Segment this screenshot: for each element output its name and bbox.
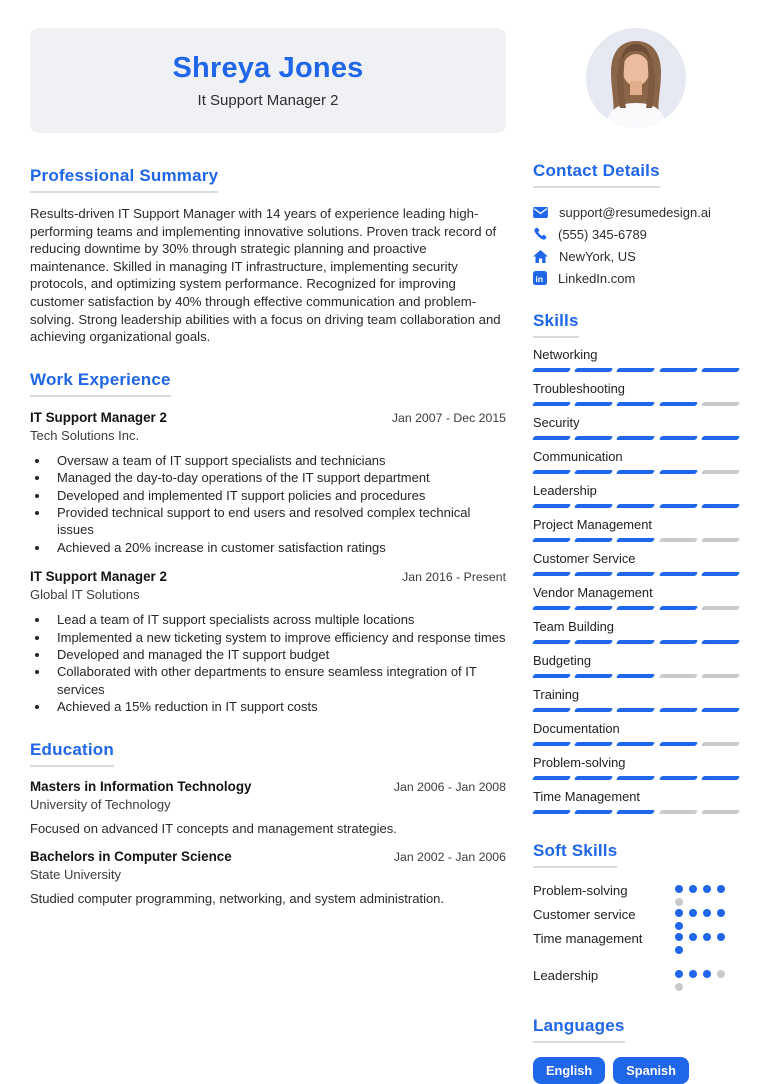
skill-bar-segment-filled — [574, 470, 614, 474]
rating-dot-filled — [703, 970, 711, 978]
skill-item — [533, 483, 739, 508]
skill-bar-segment-filled — [658, 708, 698, 712]
job-bullet: • Oversaw a team of IT support specialists and technicians — [50, 452, 506, 469]
skill-level-bar — [533, 572, 739, 576]
section-education — [30, 740, 506, 907]
job-company: Tech Solutions Inc. — [30, 427, 140, 443]
section-languages — [533, 1016, 739, 1084]
skill-bar-segment-filled — [616, 436, 656, 440]
skill-label: Vendor Management — [533, 585, 653, 600]
skill-bar-segment-empty — [701, 674, 741, 678]
job-bullet: • Managed the day-to-day operations of the IT support department — [50, 469, 506, 486]
linkedin-icon — [533, 271, 547, 285]
skill-bar-segment-empty — [701, 606, 741, 610]
skill-item — [533, 347, 739, 372]
skill-bar-segment-empty — [658, 674, 698, 678]
rating-dot-filled — [717, 909, 725, 917]
skill-label: Project Management — [533, 517, 652, 532]
skill-level-bar — [533, 708, 739, 712]
skill-bar-segment-filled — [616, 504, 656, 508]
job-bullet: • Achieved a 15% reduction in IT support costs — [50, 698, 506, 715]
rating-dot-filled — [703, 909, 711, 917]
skill-level-bar — [533, 402, 739, 406]
skill-bar-segment-filled — [574, 742, 614, 746]
soft-skill-label: Customer service — [533, 907, 636, 922]
skill-item — [533, 585, 739, 610]
skill-bar-segment-filled — [658, 436, 698, 440]
skill-bar-segment-empty — [701, 470, 741, 474]
education-dates: Jan 2006 - Jan 2008 — [393, 779, 506, 794]
header-banner — [30, 28, 506, 133]
skill-item — [533, 449, 739, 474]
language-pill-english[interactable]: English — [533, 1057, 605, 1084]
rating-dot-empty — [717, 970, 725, 978]
job-dates: Jan 2007 - Dec 2015 — [391, 410, 506, 425]
skill-item — [533, 551, 739, 576]
skill-bar-segment-filled — [574, 368, 614, 372]
soft-skill-label: Leadership — [533, 968, 599, 983]
skill-bar-segment-filled — [574, 402, 614, 406]
profile-photo-illustration — [586, 28, 686, 128]
contact-linkedin-text: LinkedIn.com — [558, 270, 636, 286]
contact-item-location[interactable] — [533, 245, 739, 267]
skill-item — [533, 653, 739, 678]
candidate-name: Shreya Jones — [172, 52, 364, 84]
contact-phone-text: (555) 345-6789 — [558, 226, 647, 242]
skill-bar-segment-filled — [574, 504, 614, 508]
degree-title: Masters in Information Technology — [30, 778, 252, 794]
education-note: Focused on advanced IT concepts and management strategies. — [30, 820, 397, 836]
skill-bar-segment-filled — [532, 504, 572, 508]
skill-bar-segment-filled — [658, 470, 698, 474]
skill-bar-segment-filled — [616, 470, 656, 474]
job-bullet: • Lead a team of IT support specialists across multiple locations — [50, 611, 506, 628]
section-heading-work: Work Experience — [30, 370, 171, 397]
job-title: IT Support Manager 2 — [30, 569, 167, 585]
skill-level-bar — [533, 674, 739, 678]
soft-skill-rating — [675, 930, 733, 954]
skill-bar-segment-filled — [658, 640, 698, 644]
sidebar-column — [533, 0, 739, 1084]
section-skills — [533, 311, 739, 814]
skill-label: Troubleshooting — [533, 381, 625, 396]
skill-bar-segment-filled — [574, 572, 614, 576]
skill-bar-segment-empty — [701, 742, 741, 746]
email-icon — [533, 207, 548, 218]
contact-item-phone[interactable] — [533, 223, 739, 245]
skill-item — [533, 755, 739, 780]
job-entry — [30, 410, 506, 556]
job-company: Global IT Solutions — [30, 587, 140, 603]
job-bullet: • Provided technical support to end users and resolved complex technical issues — [50, 504, 506, 539]
skill-bar-segment-filled — [701, 708, 741, 712]
skill-bar-segment-empty — [701, 810, 741, 814]
skill-bar-segment-filled — [616, 742, 656, 746]
skill-label: Training — [533, 687, 580, 702]
job-bullet: • Developed and managed the IT support budget — [50, 646, 506, 663]
svg-text:in: in — [535, 273, 544, 284]
rating-dot-filled — [703, 885, 711, 893]
job-header — [30, 569, 506, 584]
rating-dot-filled — [717, 885, 725, 893]
soft-skill-rating — [675, 906, 733, 930]
skill-level-bar — [533, 742, 739, 746]
candidate-role: It Support Manager 2 — [197, 92, 339, 109]
job-bullet-list — [30, 452, 506, 556]
skill-bar-segment-empty — [658, 810, 698, 814]
rating-dot-filled — [675, 885, 683, 893]
skills-list — [533, 347, 739, 814]
skill-bar-segment-filled — [532, 402, 572, 406]
soft-skill-item — [533, 930, 739, 954]
soft-skill-label: Problem-solving — [533, 883, 628, 898]
skill-bar-segment-filled — [574, 674, 614, 678]
skill-label: Communication — [533, 449, 623, 464]
home-icon — [533, 250, 548, 263]
phone-icon — [533, 227, 547, 241]
profile-photo — [586, 28, 686, 128]
skill-bar-segment-filled — [616, 776, 656, 780]
section-soft-skills — [533, 841, 739, 991]
rating-dot-filled — [675, 946, 683, 954]
skill-item — [533, 415, 739, 440]
skill-item — [533, 619, 739, 644]
skill-bar-segment-filled — [532, 572, 572, 576]
skill-bar-segment-filled — [574, 708, 614, 712]
skill-level-bar — [533, 368, 739, 372]
skill-item — [533, 687, 739, 712]
skill-bar-segment-filled — [658, 572, 698, 576]
job-bullet: • Implemented a new ticketing system to improve efficiency and response times — [50, 629, 506, 646]
rating-dot-filled — [675, 909, 683, 917]
skill-level-bar — [533, 640, 739, 644]
summary-text: Results-driven IT Support Manager with 14 years of experience leading high-performing teams and implementing innovative solutions. Proven track record of reducing downtime by 30% through strategic planning and proactive maintenance. Skilled in managing IT infrastructure, implementing security protocols, and optimizing system performance. Recognized for improving customer satisfaction by 40% through effective communication and problem-solving. Strong leadership abilities with a focus on driving team collaboration and achieving organizational goals. — [30, 206, 501, 345]
skill-bar-segment-filled — [616, 708, 656, 712]
rating-dot-filled — [689, 909, 697, 917]
skill-level-bar — [533, 470, 739, 474]
section-heading-education: Education — [30, 740, 114, 767]
skill-bar-segment-filled — [616, 810, 656, 814]
skill-label: Team Building — [533, 619, 614, 634]
skill-bar-segment-filled — [616, 368, 656, 372]
rating-dot-filled — [703, 933, 711, 941]
skill-bar-segment-filled — [701, 368, 741, 372]
rating-dot-filled — [675, 970, 683, 978]
school-name: University of Technology — [30, 796, 171, 812]
skill-item — [533, 721, 739, 746]
skill-bar-segment-filled — [574, 810, 614, 814]
job-entry — [30, 569, 506, 715]
school-name: State University — [30, 866, 122, 882]
skill-bar-segment-filled — [616, 538, 656, 542]
languages-list — [533, 1057, 739, 1084]
skill-bar-segment-filled — [658, 776, 698, 780]
skill-item — [533, 517, 739, 542]
skill-label: Time Management — [533, 789, 640, 804]
skill-bar-segment-filled — [658, 742, 698, 746]
skill-bar-segment-filled — [532, 776, 572, 780]
job-header — [30, 410, 506, 425]
skill-bar-segment-filled — [532, 742, 572, 746]
skill-bar-segment-filled — [574, 606, 614, 610]
education-note: Studied computer programming, networking, and system administration. — [30, 890, 445, 906]
contact-location-text: NewYork, US — [559, 248, 636, 264]
skill-bar-segment-filled — [532, 640, 572, 644]
job-bullet: • Developed and implemented IT support policies and procedures — [50, 487, 506, 504]
section-work-experience — [30, 370, 506, 716]
skill-label: Budgeting — [533, 653, 592, 668]
skill-bar-segment-filled — [701, 436, 741, 440]
skill-bar-segment-filled — [532, 368, 572, 372]
skill-bar-segment-filled — [574, 538, 614, 542]
job-title: IT Support Manager 2 — [30, 409, 167, 425]
skill-level-bar — [533, 776, 739, 780]
skill-bar-segment-filled — [574, 640, 614, 644]
skill-level-bar — [533, 810, 739, 814]
soft-skill-item — [533, 882, 739, 906]
soft-skill-rating — [675, 882, 733, 906]
skill-bar-segment-filled — [532, 708, 572, 712]
rating-dot-filled — [675, 922, 683, 930]
skill-bar-segment-filled — [532, 606, 572, 610]
skill-bar-segment-filled — [574, 436, 614, 440]
section-heading-summary: Professional Summary — [30, 166, 218, 193]
skill-bar-segment-filled — [532, 674, 572, 678]
language-pill-spanish[interactable]: Spanish — [613, 1057, 689, 1084]
rating-dot-filled — [689, 933, 697, 941]
skill-label: Documentation — [533, 721, 620, 736]
skill-label: Customer Service — [533, 551, 636, 566]
skill-bar-segment-filled — [658, 606, 698, 610]
skill-bar-segment-filled — [616, 572, 656, 576]
education-entry — [30, 849, 506, 907]
skill-level-bar — [533, 538, 739, 542]
skill-bar-segment-filled — [532, 436, 572, 440]
contact-email-text: support@resumedesign.ai — [559, 204, 711, 220]
skill-bar-segment-filled — [616, 674, 656, 678]
skill-bar-segment-filled — [701, 504, 741, 508]
skill-bar-segment-filled — [701, 572, 741, 576]
education-header — [30, 779, 506, 794]
job-bullet-list — [30, 611, 506, 715]
rating-dot-filled — [717, 933, 725, 941]
main-column — [30, 0, 506, 907]
contact-list — [533, 201, 739, 289]
soft-skills-list — [533, 882, 739, 991]
job-bullet: • Collaborated with other departments to ensure seamless integration of IT services — [50, 663, 506, 698]
skill-bar-segment-empty — [701, 402, 741, 406]
skill-level-bar — [533, 436, 739, 440]
skill-item — [533, 789, 739, 814]
rating-dot-empty — [675, 983, 683, 991]
skill-item — [533, 381, 739, 406]
skill-bar-segment-filled — [658, 402, 698, 406]
job-dates: Jan 2016 - Present — [402, 570, 506, 585]
skill-bar-segment-filled — [701, 640, 741, 644]
job-bullet: • Achieved a 20% increase in customer satisfaction ratings — [50, 539, 506, 556]
skill-bar-segment-empty — [701, 538, 741, 542]
section-heading-soft-skills: Soft Skills — [533, 841, 617, 868]
skill-bar-segment-filled — [532, 538, 572, 542]
skill-label: Problem-solving — [533, 755, 626, 770]
contact-item-email[interactable] — [533, 201, 739, 223]
skill-bar-segment-filled — [616, 402, 656, 406]
soft-skill-item — [533, 967, 739, 991]
skill-label: Security — [533, 415, 580, 430]
contact-item-linkedin[interactable] — [533, 267, 739, 289]
skill-bar-segment-filled — [701, 776, 741, 780]
degree-title: Bachelors in Computer Science — [30, 848, 232, 864]
skill-bar-segment-filled — [658, 368, 698, 372]
skill-label: Leadership — [533, 483, 597, 498]
skill-bar-segment-filled — [532, 470, 572, 474]
section-heading-languages: Languages — [533, 1016, 625, 1043]
skill-level-bar — [533, 606, 739, 610]
education-dates: Jan 2002 - Jan 2006 — [393, 849, 506, 864]
section-contact-details — [533, 161, 739, 289]
soft-skill-label: Time management — [533, 931, 643, 946]
section-heading-contact: Contact Details — [533, 161, 660, 188]
skill-bar-segment-filled — [616, 606, 656, 610]
rating-dot-filled — [675, 933, 683, 941]
section-heading-skills: Skills — [533, 311, 579, 338]
skill-bar-segment-filled — [532, 810, 572, 814]
section-professional-summary — [30, 166, 506, 346]
skill-bar-segment-filled — [658, 504, 698, 508]
skill-level-bar — [533, 504, 739, 508]
rating-dot-filled — [689, 885, 697, 893]
skill-bar-segment-filled — [574, 776, 614, 780]
soft-skill-rating — [675, 967, 733, 991]
education-entry — [30, 779, 506, 837]
skill-bar-segment-empty — [658, 538, 698, 542]
rating-dot-filled — [689, 970, 697, 978]
skill-label: Networking — [533, 347, 598, 362]
rating-dot-empty — [675, 898, 683, 906]
education-header — [30, 849, 506, 864]
skill-bar-segment-filled — [616, 640, 656, 644]
soft-skill-item — [533, 906, 739, 930]
